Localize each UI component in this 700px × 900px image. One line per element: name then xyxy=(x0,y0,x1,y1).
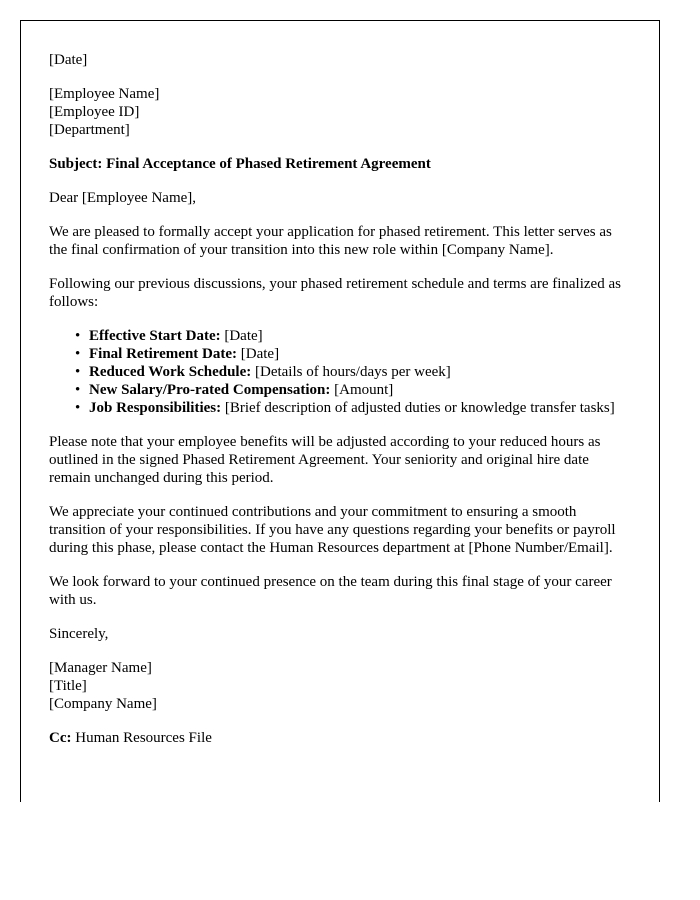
list-item xyxy=(75,381,631,399)
bullet-icon: • xyxy=(75,346,81,362)
term-value: [Brief description of adjusted duties or knowledge transfer tasks] xyxy=(221,400,615,416)
bullet-icon: • xyxy=(75,328,81,344)
term-label: Final Retirement Date: xyxy=(89,346,238,362)
letter-page xyxy=(20,20,660,802)
paragraph-acceptance: We are pleased to formally accept your application for phased retirement. This letter serves as the final confirmation of your transition into this new role within [Company Name]. xyxy=(49,224,612,258)
employee-name: [Employee Name] xyxy=(49,86,160,102)
cc-value: Human Resources File xyxy=(71,730,212,746)
sign-off: Sincerely, xyxy=(49,626,109,642)
bullet-icon: • xyxy=(75,364,81,380)
term-label: Effective Start Date: xyxy=(89,328,221,344)
term-value: [Date] xyxy=(237,346,280,362)
cc-label: Cc: xyxy=(49,730,72,746)
terms-list xyxy=(49,327,631,417)
paragraph-terms-intro: Following our previous discussions, your phased retirement schedule and terms are finalized as follows: xyxy=(49,276,621,310)
bullet-icon: • xyxy=(75,382,81,398)
paragraph-appreciation: We appreciate your continued contributions and your commitment to ensuring a smooth transition of your responsibilities. If you have any questions regarding your benefits or payroll during this phase, please contact the Human Resources department at [Phone Number/Email]. xyxy=(49,504,616,556)
manager-title: [Title] xyxy=(49,678,87,694)
department: [Department] xyxy=(49,122,130,138)
term-value: [Details of hours/days per week] xyxy=(251,364,451,380)
list-item xyxy=(75,345,631,363)
bullet-icon: • xyxy=(75,400,81,416)
term-value: [Date] xyxy=(220,328,263,344)
paragraph-benefits: Please note that your employee benefits will be adjusted according to your reduced hours as outlined in the signed Phased Retirement Agreement. Your seniority and original hire date remain unchanged during this period. xyxy=(49,434,601,486)
subject-line: Subject: Final Acceptance of Phased Retirement Agreement xyxy=(49,156,431,172)
letter-date: [Date] xyxy=(49,52,88,68)
signature-block xyxy=(49,659,631,713)
term-value: [Amount] xyxy=(330,382,394,398)
paragraph-closing: We look forward to your continued presence on the team during this final stage of your career with us. xyxy=(49,574,612,608)
manager-name: [Manager Name] xyxy=(49,660,152,676)
term-label: Job Responsibilities: xyxy=(89,400,222,416)
list-item xyxy=(75,363,631,381)
list-item xyxy=(75,327,631,345)
company-name: [Company Name] xyxy=(49,696,157,712)
term-label: Reduced Work Schedule: xyxy=(89,364,252,380)
date-block xyxy=(49,51,631,69)
list-item xyxy=(75,399,631,417)
employee-id: [Employee ID] xyxy=(49,104,140,120)
recipient-block xyxy=(49,85,631,139)
cc-line xyxy=(49,729,631,747)
term-label: New Salary/Pro-rated Compensation: xyxy=(89,382,331,398)
greeting: Dear [Employee Name], xyxy=(49,190,197,206)
